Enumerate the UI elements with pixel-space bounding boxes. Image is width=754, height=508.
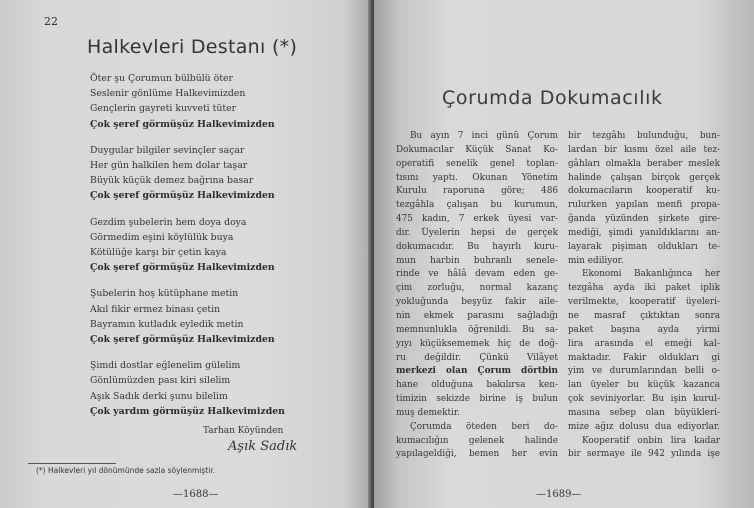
poem-stanza [90,215,350,276]
text-line: dokumacıların kooperatif ku- [568,186,720,197]
text-line: çok seviniyorlar. Bu işin kurul- [568,394,720,405]
text-line: maktadır. Fakir oldukları gi [568,352,720,363]
text-line: bir sermaye ile 942 yılında işe [568,449,720,460]
poem-line: Gençlerin gayreti kuvveti tüter [90,103,237,115]
poem-line: Şubelerin hoş kütüphane metin [90,288,239,300]
text-line: halinde çalışan birçok gerçek [568,172,720,183]
text-line: çim zorluğu, normal kazanç [396,283,558,294]
text-line: operatifi senelik genel toplan- [396,158,558,169]
poem-line: Şimdi dostlar eğlenelim gülelim [90,360,241,372]
text-line: timizin sekizde birine iş bulun [396,394,558,405]
text-line: yim ve durumlarından belli o- [568,366,720,377]
footnote: (*) Halkevleri yıl dönümünde sazla söylenmiştir. [36,466,216,475]
footnote-divider [28,463,116,464]
poem-refrain: Çok şeref görmüşüz Halkevimizden [90,334,275,346]
poem-line: Seslenir gönlüme Halkevimizden [90,88,246,100]
text-line: memnunlukla öğrenildi. Bu sa- [396,324,558,335]
text-line: Kooperatif onbin lira kadar [582,435,720,446]
text-line: 475 kadın, 7 erkek üyesi var- [396,214,558,225]
article-column-2 [568,130,720,462]
text-line: tısını yaptı. Okunan Yönetim [396,172,558,183]
text-line: lira arasında el emeği kal- [568,338,720,349]
poem [90,71,350,430]
poem-line: Kötülüğe karşı bir çetin kaya [90,247,227,259]
text-line: yıyı küçüksememek hiç de doğ- [396,338,558,349]
text-line: yapılageldiği, bemen her evin [396,449,558,460]
poem-line: Aşık Sadık derki şunu bilelim [90,390,228,402]
left-page [0,0,372,508]
text-line: merkezi olan Çorum dörtbin [396,366,558,377]
poem-stanza [90,71,350,132]
text-line: mun harbin buhranlı senele- [396,255,558,266]
poem-refrain: Çok yardım görmüşüz Halkevimizden [90,405,285,417]
text-line: masına sebep olan büyükleri- [568,407,720,418]
poem-line: Bayramın kutladık eyledik metin [90,318,244,330]
text-line: Ekonomi Bakanlığınca her [582,269,720,280]
poem-line: Görmedim eşini köylülük buya [90,231,234,243]
poem-line: Duygular bilgiler sevinçler saçar [90,144,245,156]
author-name: Aşık Sadık [228,439,298,454]
poem-line: Akıl fikir ermez binası çetin [90,303,221,315]
text-line: rinde ve hâlâ devam eden ge- [396,269,558,280]
text-line: yokluğunda beşyüz fakir aile- [396,297,558,308]
text-line: mize ağız dolusu dua ediyorlar. [568,421,720,432]
text-line: kumacılığın gelenek halinde [396,435,558,446]
text-line: dokumacıdır. Bu hayırlı kuru- [396,241,558,252]
page-number: 22 [44,15,58,28]
poem-stanza [90,358,350,419]
poem-line: Her gün halkilen hem dolar taşar [90,160,248,172]
text-line: ru değildir. Çünkü Vilâyet [396,352,558,363]
text-line: Bu ayın 7 inci günü Çorum [410,131,558,141]
text-line: Çorumda öteden beri do- [410,421,558,432]
text-line: muş demektir. [396,407,460,418]
text-line: lan üyeler bu küçük kazanca [568,380,720,391]
text-line: verilmekte, kooperatif üyeleri- [568,297,720,308]
poem-line: Öter şu Çorumun bülbülü öter [90,73,233,84]
poem-stanza [90,286,350,347]
poem-refrain: Çok şeref görmüşüz Halkevimizden [90,262,275,274]
text-line: tezgâha ayda iki paket iplik [568,283,720,294]
poem-line: Gönlümüzden pası kiri silelim [90,375,231,387]
text-line: tezgâhla çalışan bu kurumun, [396,200,558,211]
article-title: Çorumda Dokumacılık [442,87,663,109]
right-page [374,0,754,508]
text-line: ğanda yüzünden şirkete gire- [568,214,720,225]
poem-refrain: Çok şeref görmüşüz Halkevimizden [90,190,275,202]
text-line: hane olduğuna bakılırsa ken- [396,380,558,391]
poem-stanza [90,143,350,204]
text-line: lardan bir kısmı özel aile tez- [568,144,720,155]
poem-refrain: Çok şeref görmüşüz Halkevimizden [90,118,275,130]
folio-number: —1689— [536,489,582,500]
poem-title: Halkevleri Destanı (*) [87,36,298,58]
poem-line: Gezdim şubelerin hem doya doya [90,216,247,228]
text-line: mediği, şimdi yanıldıklarını an- [568,227,720,238]
author-village: Tarhan Köyünden [203,426,284,436]
text-line: nin ekmek parasını sağladığı [396,310,558,321]
article-column-1 [396,130,558,462]
text-line: gâhları olmakla beraber meslek [568,158,720,169]
text-line: layarak pişiman oldukları te- [568,241,720,252]
text-line: dır. Üyelerin hepsi de gerçek [396,227,558,238]
folio-number: —1688— [173,489,219,500]
text-line: ne masraf çıktıktan sonra [568,310,720,321]
text-line: min ediliyor. [568,255,624,266]
text-line: rulurken yapılan menfi propa- [568,200,720,211]
text-line: bir tezgâhı bulunduğu, bun- [568,131,720,141]
text-line: Dokumacılar Küçük Sanat Ko- [396,144,558,155]
poem-line: Büyük küçük demez bağrına basar [90,175,254,187]
text-line: paket başına ayda yirmi [568,324,720,335]
text-line: Kurulu raporuna göre; 486 [396,186,558,197]
